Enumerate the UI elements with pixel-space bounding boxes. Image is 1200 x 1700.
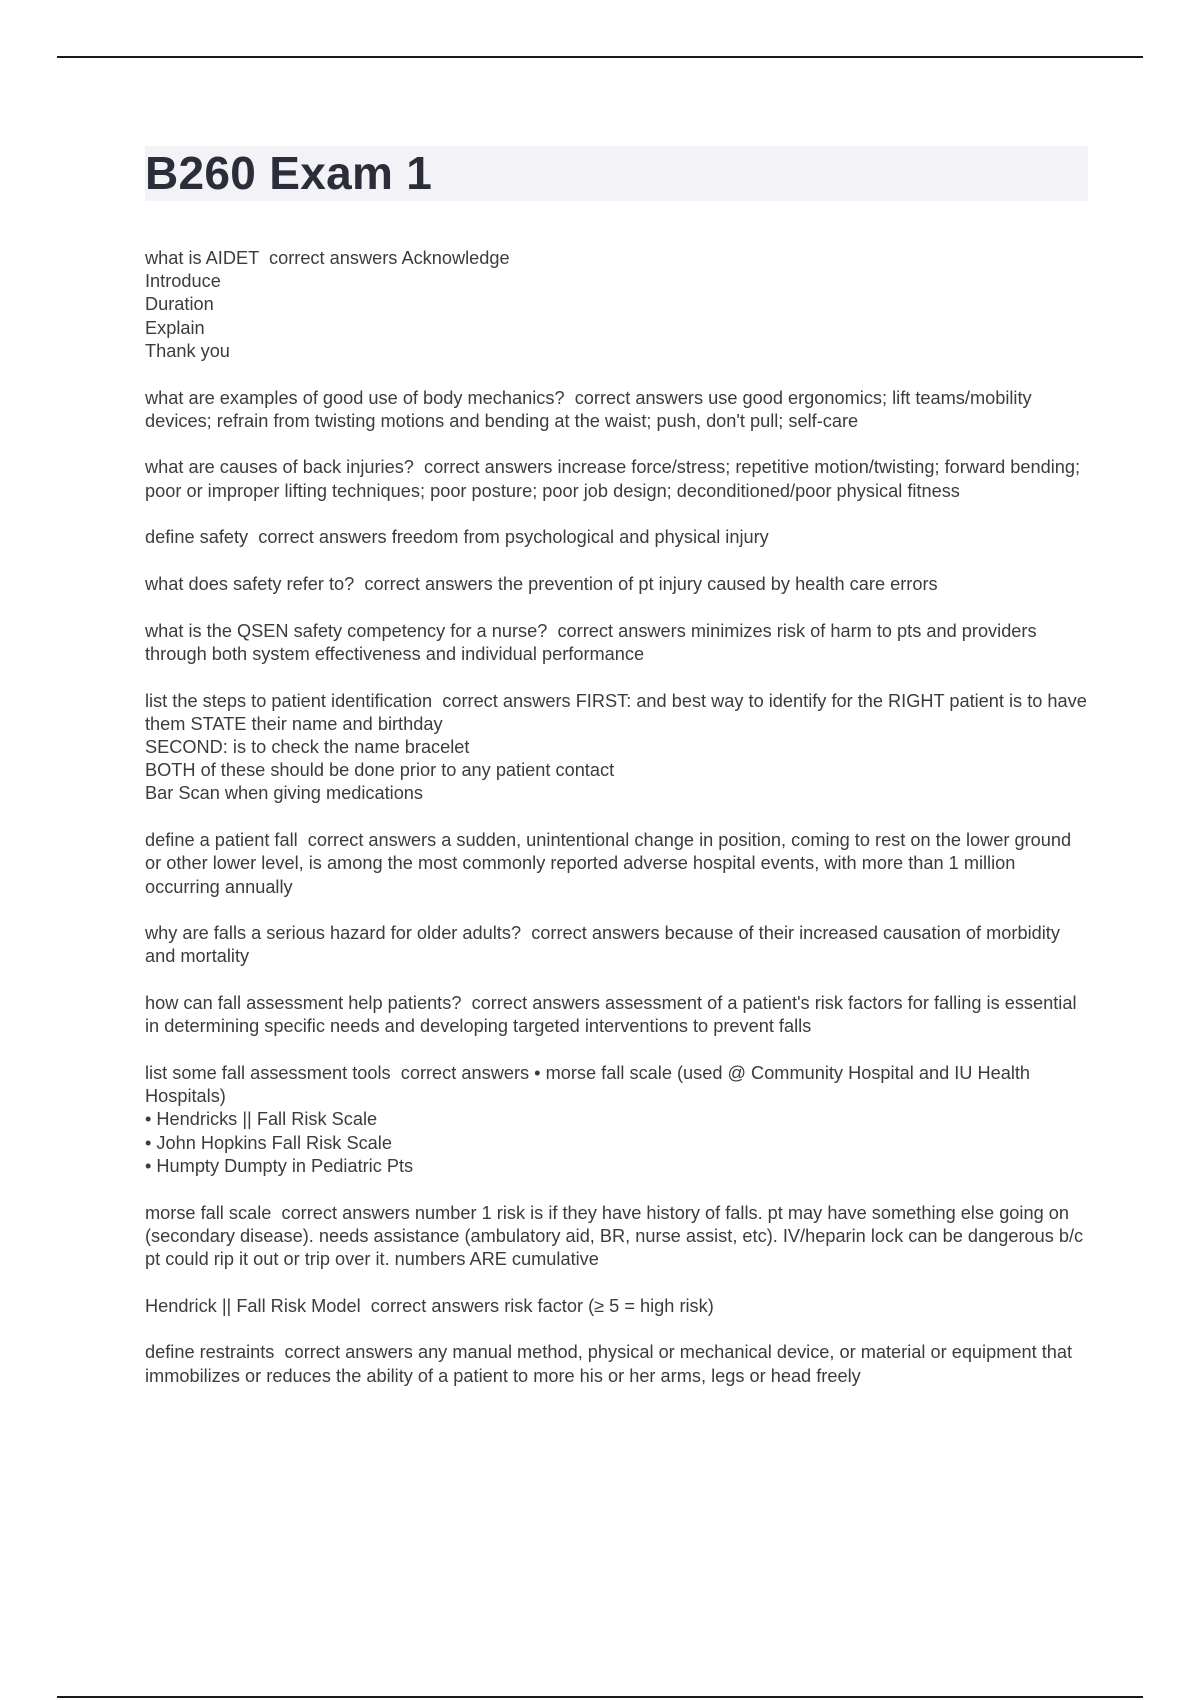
- entry-first-line: [145, 922, 1090, 968]
- page-title: B260 Exam 1: [145, 147, 433, 199]
- flashcard-entry: [145, 1341, 1090, 1387]
- answer-text: number 1 risk is if they have history of falls. pt may have something else going on (secondary disease). needs assistance (ambulatory aid, BR, nurse assist, etc). IV/heparin lock can be dangerous b/c pt could rip it out or trip over it. numbers ARE cumulative: [145, 1202, 1084, 1269]
- question-text: what is AIDET: [145, 248, 259, 268]
- answer-marker: correct answers: [471, 993, 600, 1014]
- entry-first-line: [145, 992, 1090, 1038]
- answer-line: • Hendricks || Fall Risk Scale: [145, 1109, 378, 1130]
- question-text: list some fall assessment tools: [145, 1063, 391, 1084]
- flashcard-entry: [145, 526, 1090, 549]
- answer-line: • John Hopkins Fall Risk Scale: [145, 1132, 392, 1153]
- question-text: morse fall scale: [145, 1202, 272, 1223]
- flashcard-entry: [145, 247, 1090, 363]
- answer-text: Acknowledge: [401, 248, 510, 268]
- flashcard-list: [145, 247, 1090, 1411]
- question-text: Hendrick || Fall Risk Model: [145, 1295, 361, 1316]
- answer-text: a sudden, unintentional change in position, coming to rest on the lower ground or other lower level, is among the most commonly reported adverse hospital events, with more than 1 million occurring annually: [145, 830, 1072, 897]
- bottom-rule: [57, 1696, 1143, 1698]
- answer-text: use good ergonomics; lift teams/mobility devices; refrain from twisting motions and bending at the waist; push, don't pull; self-care: [145, 387, 1032, 431]
- flashcard-entry: [145, 1202, 1090, 1272]
- answer-marker: correct answers: [258, 527, 387, 548]
- entry-first-line: [145, 1341, 1090, 1387]
- flashcard-entry: [145, 1295, 1090, 1318]
- question-text: what is the QSEN safety competency for a nurse?: [145, 620, 548, 641]
- answer-text: increase force/stress; repetitive motion/twisting; forward bending; poor or improper lifting techniques; poor posture; poor job design; deconditioned/poor physical fitness: [145, 457, 1081, 501]
- answer-text: assessment of a patient's risk factors for falling is essential in determining specific needs and developing targeted interventions to prevent falls: [145, 993, 1077, 1037]
- answer-marker: correct answers: [284, 1342, 413, 1363]
- answer-text: because of their increased causation of morbidity and mortality: [145, 923, 1060, 967]
- question-text: what does safety refer to?: [145, 574, 355, 595]
- flashcard-entry: [145, 922, 1090, 968]
- answer-text: any manual method, physical or mechanical device, or material or equipment that immobilizes or reduces the ability of a patient to more his or her arms, legs or head freely: [145, 1342, 1073, 1386]
- question-text: define restraints: [145, 1342, 275, 1363]
- entry-first-line: [145, 573, 1090, 596]
- flashcard-entry: [145, 620, 1090, 666]
- flashcard-entry: [145, 387, 1090, 433]
- answer-text: FIRST: and best way to identify for the RIGHT patient is to have them STATE their name and birthday: [145, 690, 1087, 734]
- answer-line: Bar Scan when giving medications: [145, 783, 424, 804]
- entry-first-line: [145, 1295, 1090, 1318]
- answer-marker: correct answers: [400, 1063, 530, 1084]
- answer-line: Introduce: [145, 271, 221, 292]
- question-text: what are examples of good use of body mechanics?: [145, 387, 565, 408]
- flashcard-entry: [145, 456, 1090, 502]
- entry-first-line: [145, 387, 1090, 433]
- answer-line: BOTH of these should be done prior to any patient contact: [145, 760, 615, 781]
- entry-first-line: [145, 620, 1090, 666]
- entry-first-line: [145, 526, 1090, 549]
- answer-line: Explain: [145, 317, 205, 338]
- answer-marker: correct answers: [574, 387, 704, 408]
- answer-marker: correct answers: [442, 690, 571, 711]
- entry-first-line: [145, 456, 1090, 502]
- answer-text: freedom from psychological and physical injury: [391, 527, 769, 548]
- answer-line: SECOND: is to check the name bracelet: [145, 737, 470, 758]
- question-text: what are causes of back injuries?: [145, 457, 414, 478]
- question-text: why are falls a serious hazard for older adults?: [145, 923, 522, 944]
- answer-marker: correct answers: [370, 1295, 500, 1316]
- top-rule: [57, 56, 1143, 58]
- answer-marker: correct answers: [424, 457, 553, 478]
- answer-line: Thank you: [145, 340, 230, 361]
- entry-first-line: [145, 247, 1090, 270]
- flashcard-entry: [145, 829, 1090, 899]
- answer-text: the prevention of pt injury caused by health care errors: [497, 574, 938, 595]
- answer-line: Duration: [145, 294, 214, 315]
- entry-first-line: [145, 690, 1090, 736]
- question-text: list the steps to patient identification: [145, 690, 433, 711]
- answer-marker: correct answers: [531, 923, 660, 944]
- entry-first-line: [145, 1062, 1090, 1108]
- answer-text: risk factor (≥ 5 = high risk): [504, 1295, 714, 1316]
- question-text: define a patient fall: [145, 830, 298, 851]
- flashcard-entry: [145, 690, 1090, 806]
- entry-first-line: [145, 1202, 1090, 1272]
- answer-marker: correct answers: [307, 830, 437, 851]
- flashcard-entry: [145, 573, 1090, 596]
- flashcard-entry: [145, 992, 1090, 1038]
- answer-line: • Humpty Dumpty in Pediatric Pts: [145, 1155, 414, 1176]
- answer-text: • morse fall scale (used @ Community Hospital and IU Health Hospitals): [145, 1063, 1031, 1107]
- flashcard-entry: [145, 1062, 1090, 1178]
- answer-marker: correct answers: [557, 620, 686, 641]
- entry-first-line: [145, 829, 1090, 899]
- answer-marker: correct answers: [269, 248, 398, 268]
- answer-marker: correct answers: [364, 574, 493, 595]
- answer-text: minimizes risk of harm to pts and providers through both system effectiveness and individual performance: [145, 620, 1037, 664]
- answer-marker: correct answers: [281, 1202, 410, 1223]
- question-text: define safety: [145, 527, 249, 548]
- question-text: how can fall assessment help patients?: [145, 993, 462, 1014]
